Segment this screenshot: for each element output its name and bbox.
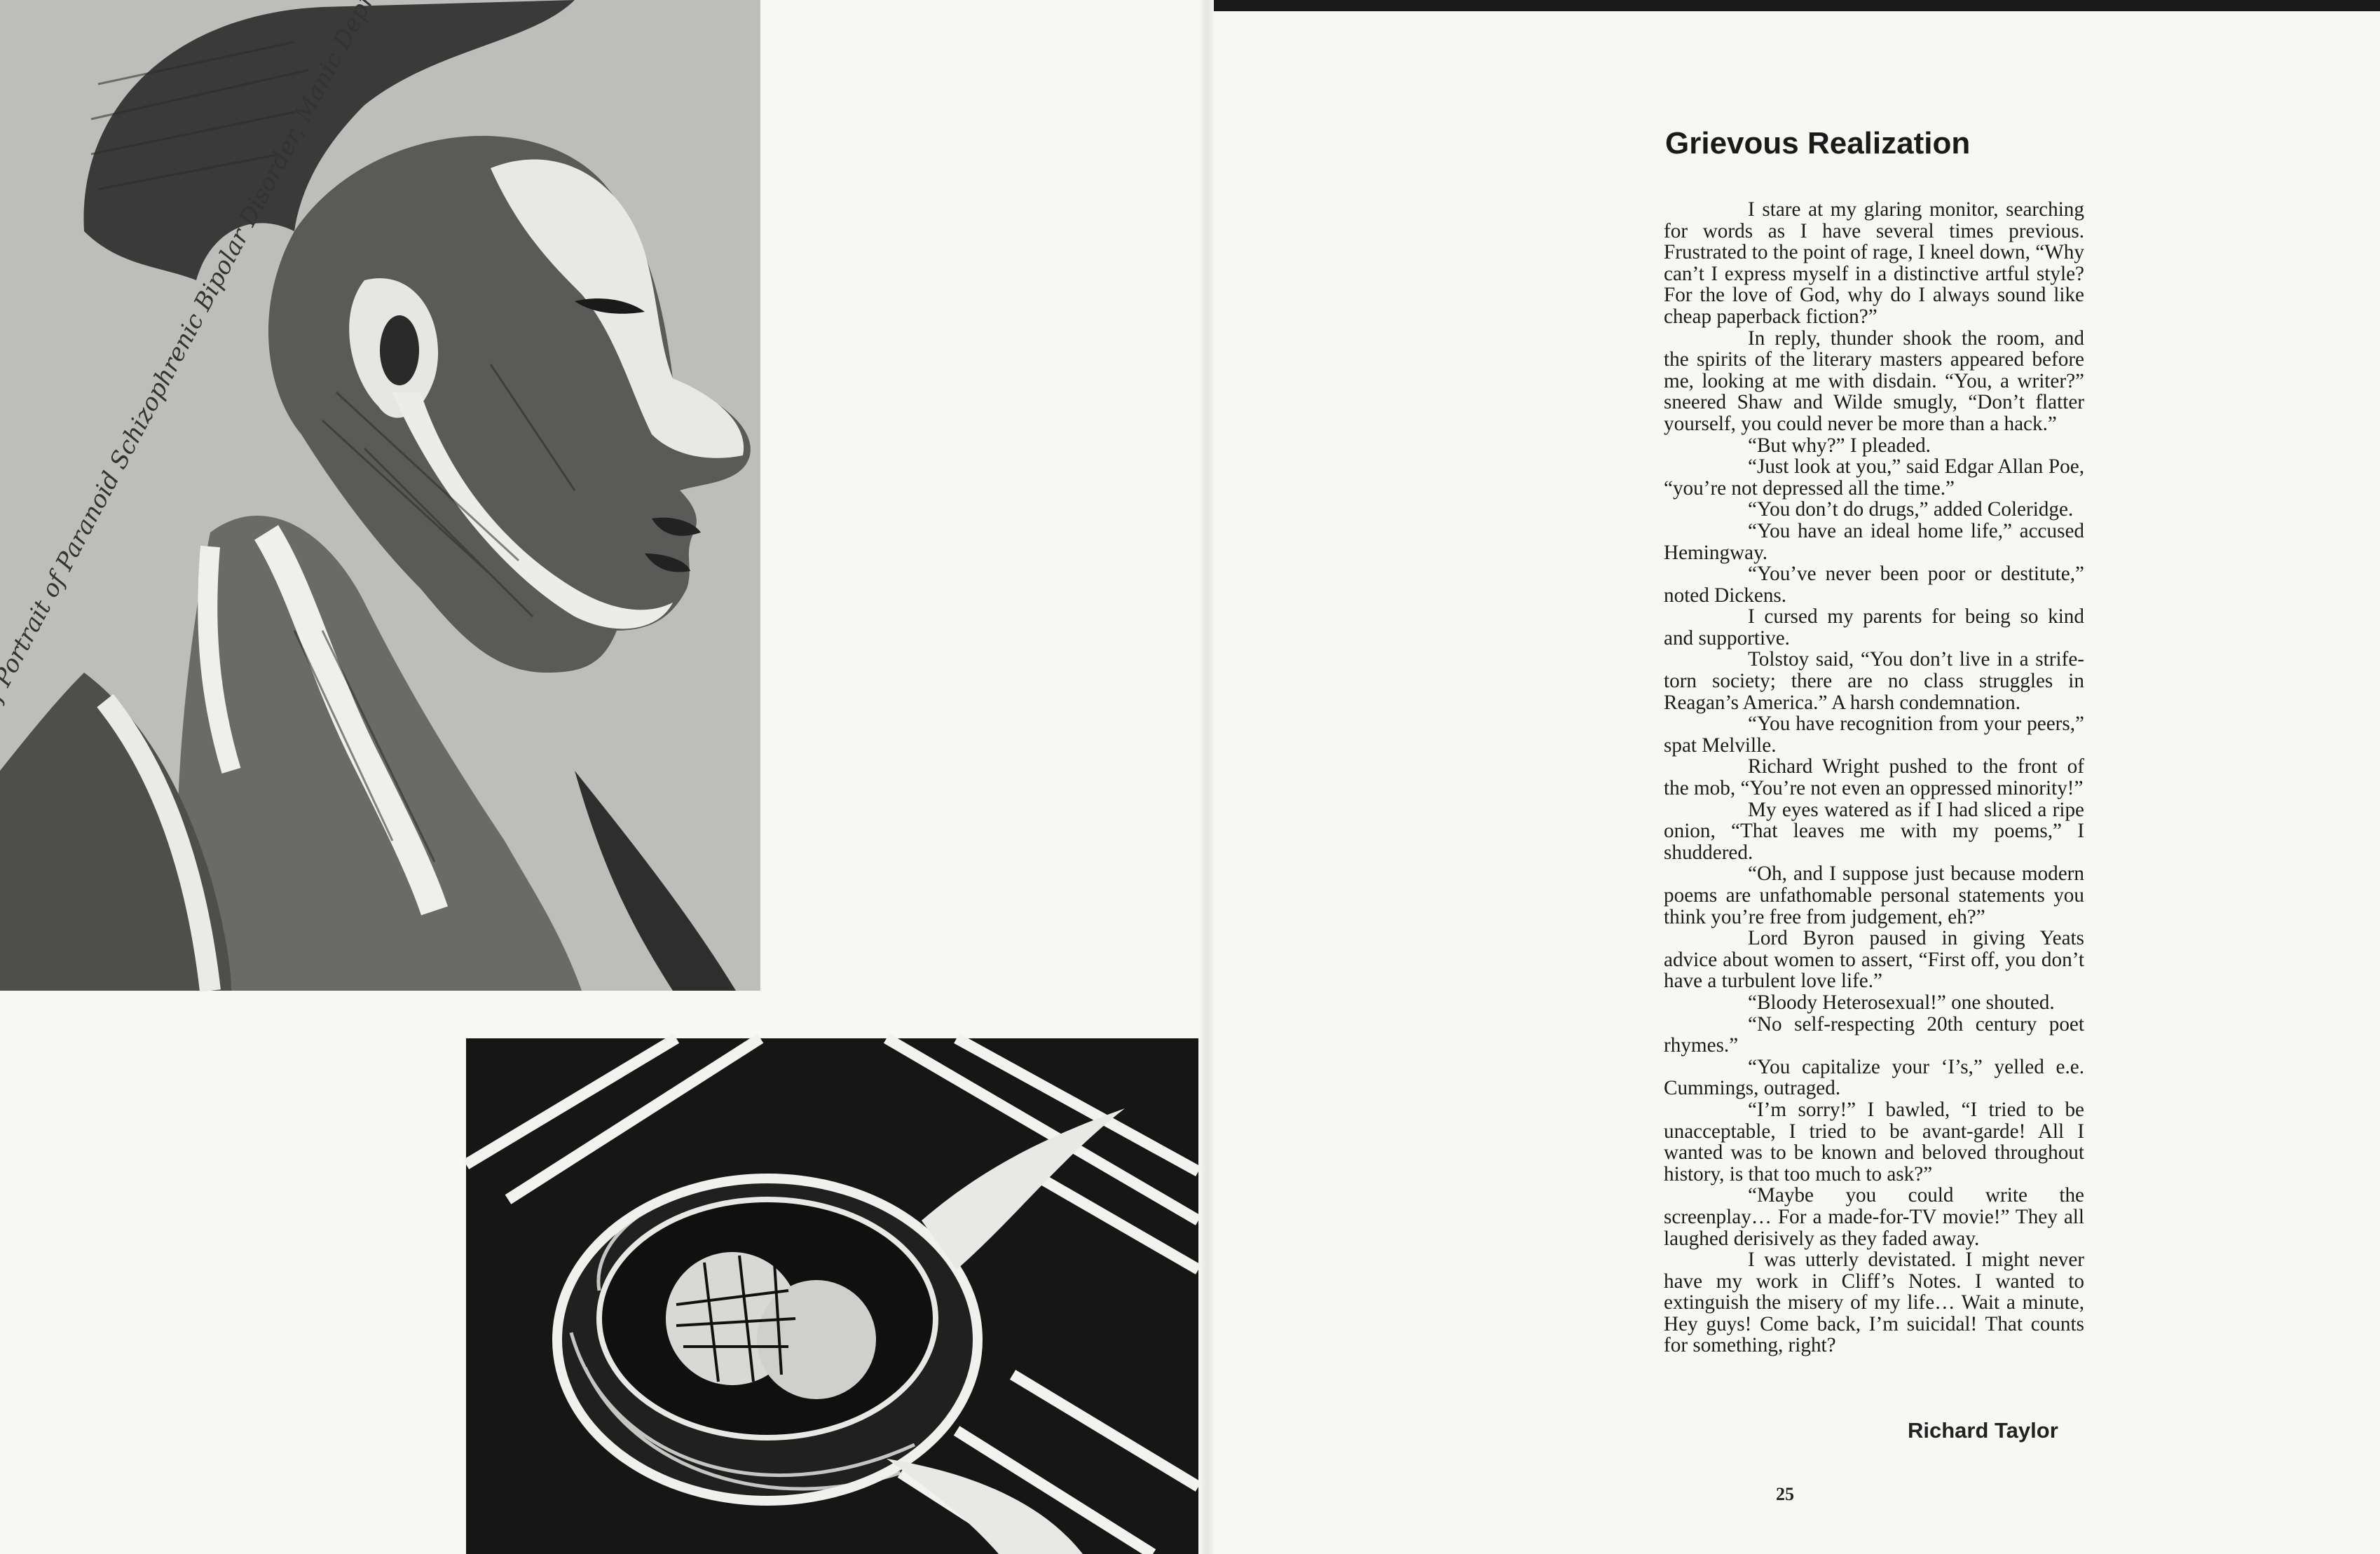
story-paragraph: Richard Wright pushed to the front of the mob, “You’re not even an oppressed minority!” [1664, 755, 2084, 800]
page-gutter [1200, 0, 1214, 1554]
author-byline: Richard Taylor [1908, 1418, 2058, 1443]
story-paragraph: “I’m sorry!” I bawled, “I tried to be unacceptable, I tried to be avant-garde! All I wanted was to be known and beloved throughout history, is that too much to ask?” [1664, 1098, 2084, 1185]
page-number: 25 [1776, 1484, 1794, 1504]
story-paragraph: “You don’t do drugs,” added Coleridge. [1748, 498, 2074, 521]
story-paragraph: “You capitalize your ‘I’s,” yelled e.e. Cummings, outraged. [1664, 1055, 2084, 1100]
story-paragraph: “You have recognition from your peers,” spat Melville. [1664, 713, 2084, 757]
page-top-edge [1205, 0, 2380, 11]
story-paragraph: “You have an ideal home life,” accused Hemingway. [1664, 519, 2084, 564]
story-paragraph: “But why?” I pleaded. [1748, 434, 1931, 457]
story-paragraph: “Maybe you could write the screenplay… For a made-for-TV movie!” They all laughed derisively as they faded away. [1664, 1184, 2084, 1250]
story-paragraph: “No self-respecting 20th century poet rhymes.” [1664, 1012, 2084, 1057]
story-paragraph: “Bloody Heterosexual!” one shouted. [1748, 991, 2055, 1014]
story-paragraph: I stare at my glaring monitor, searching for words as I have several times previous. Frustrated to the point of rage, I kneel down, “Why can’t I express myself in a distinctive artful style? For the love of God, why do I always sound like cheap paperback fiction?” [1664, 198, 2084, 328]
story-paragraph: In reply, thunder shook the room, and the spirits of the literary masters appeared before me, looking at me with disdain. “You, a writer?” sneered Shaw and Wilde smugly, “Don’t flatter yourself, you could never be more than a hack.” [1664, 326, 2084, 435]
story-paragraph: Tolstoy said, “You don’t live in a strife-torn society; there are no class struggles in Reagan’s America.” A harsh condemnation. [1664, 648, 2084, 714]
story-body [1664, 199, 2084, 1356]
story-paragraph: My eyes watered as if I had sliced a ripe onion, “That leaves me with my poems,” I shuddered. [1664, 798, 2084, 864]
basket-woodcut [466, 1038, 1198, 1554]
story-paragraph: I cursed my parents for being so kind and supportive. [1664, 605, 2084, 649]
story-paragraph: “Oh, and I suppose just because modern poems are unfathomable personal statements you think you’re free from judgement, eh?” [1664, 862, 2084, 928]
story-paragraph: I was utterly devistated. I might never have my work in Cliff’s Notes. I wanted to extinguish the misery of my life… Wait a minute, Hey guys! Come back, I’m suicidal! That counts for something, right? [1664, 1249, 2084, 1357]
story-paragraph: “Just look at you,” said Edgar Allan Poe, “you’re not depressed all the time.” [1664, 455, 2084, 500]
story-paragraph: Lord Byron paused in giving Yeats advice about women to assert, “First off, you don’t have a turbulent love life.” [1664, 927, 2084, 993]
basket-illustration [466, 1038, 1198, 1554]
story-title: Grievous Realization [1665, 126, 1971, 160]
portrait-drawing [0, 0, 760, 991]
story-paragraph: “You’ve never been poor or destitute,” noted Dickens. [1664, 563, 2084, 607]
